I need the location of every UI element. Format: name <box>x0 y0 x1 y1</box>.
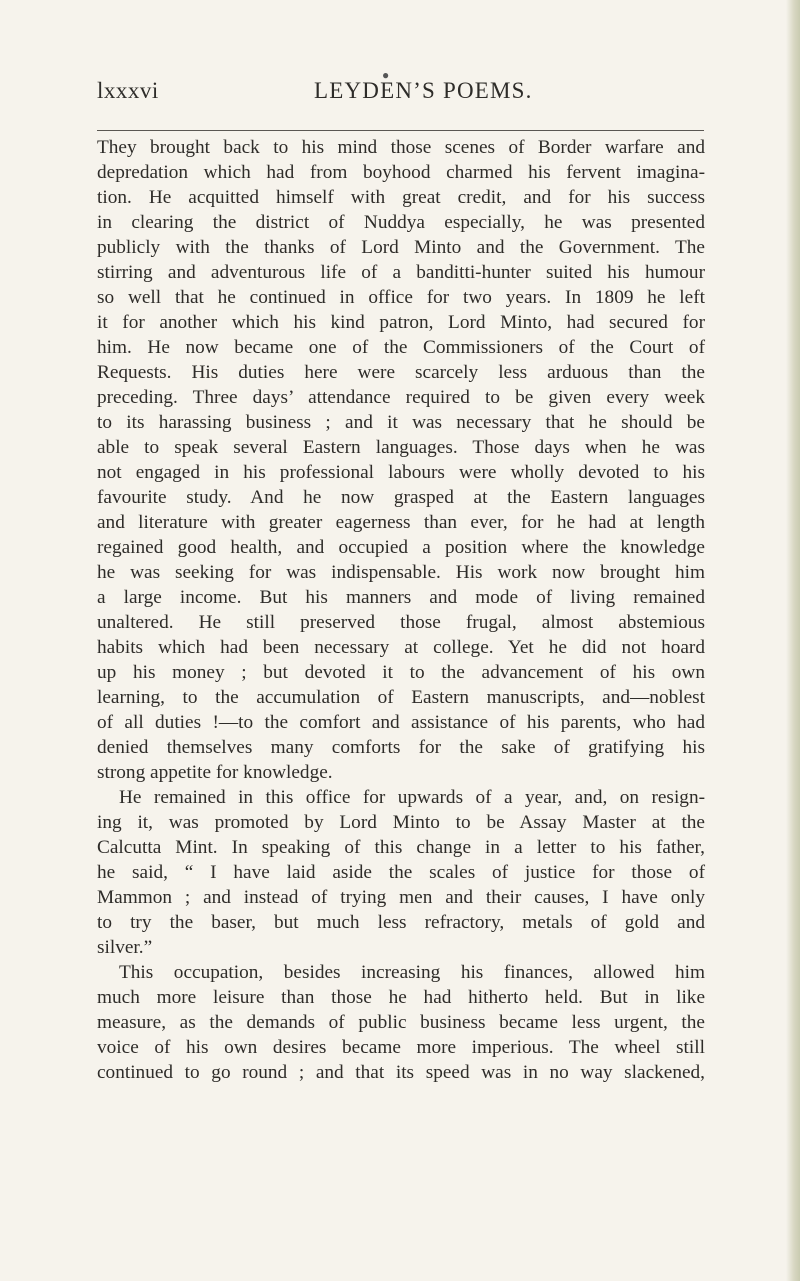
text-line: Calcutta Mint. In speaking of this change in a letter to his father, <box>97 837 705 858</box>
page-header <box>97 68 703 108</box>
text-line: he was seeking for was indispensable. His work now brought him <box>97 562 705 583</box>
text-line: regained good health, and occupied a position where the knowledge <box>97 537 705 558</box>
text-line: voice of his own desires became more imperious. The wheel still <box>97 1037 705 1058</box>
text-line: denied themselves many comforts for the sake of gratifying his <box>97 737 705 758</box>
text-line: strong appetite for knowledge. <box>97 762 333 783</box>
text-line: in clearing the district of Nuddya especially, he was presented <box>97 212 705 233</box>
text-line: continued to go round ; and that its speed was in no way slackened, <box>97 1062 705 1083</box>
text-line: This occupation, besides increasing his finances, allowed him <box>119 962 705 983</box>
text-line: depredation which had from boyhood charmed his fervent imagina- <box>97 162 705 183</box>
text-line: up his money ; but devoted it to the advancement of his own <box>97 662 705 683</box>
text-line: able to speak several Eastern languages. Those days when he was <box>97 437 705 458</box>
body-text <box>97 135 705 1085</box>
text-line: stirring and adventurous life of a banditti-hunter suited his humour <box>97 262 705 283</box>
text-line: publicly with the thanks of Lord Minto and the Government. The <box>97 237 705 258</box>
header-dot-mark: ● <box>382 68 390 82</box>
text-line: tion. He acquitted himself with great credit, and for his success <box>97 187 705 208</box>
text-line: much more leisure than those he had hitherto held. But in like <box>97 987 705 1008</box>
text-line: learning, to the accumulation of Eastern manuscripts, and—noblest <box>97 687 705 708</box>
text-line: a large income. But his manners and mode of living remained <box>97 587 705 608</box>
text-line: to try the baser, but much less refractory, metals of gold and <box>97 912 705 933</box>
text-line: not engaged in his professional labours were wholly devoted to his <box>97 462 705 483</box>
page-number: lxxxvi <box>97 78 159 103</box>
text-line: and literature with greater eagerness than ever, for he had at length <box>97 512 705 533</box>
running-title: LEYDEN’S POEMS. <box>314 78 533 103</box>
text-line: of all duties !—to the comfort and assistance of his parents, who had <box>97 712 705 733</box>
text-line: Mammon ; and instead of trying men and their causes, I have only <box>97 887 705 908</box>
text-line: silver.” <box>97 937 153 958</box>
header-rule <box>97 130 704 131</box>
text-line: Requests. His duties here were scarcely less arduous than the <box>97 362 705 383</box>
text-line: ing it, was promoted by Lord Minto to be Assay Master at the <box>97 812 705 833</box>
text-line: measure, as the demands of public business became less urgent, the <box>97 1012 705 1033</box>
text-line: preceding. Three days’ attendance required to be given every week <box>97 387 705 408</box>
text-line: He remained in this office for upwards of a year, and, on resign- <box>119 787 705 808</box>
text-line: it for another which his kind patron, Lord Minto, had secured for <box>97 312 705 333</box>
text-line: unaltered. He still preserved those frugal, almost abstemious <box>97 612 705 633</box>
page-edge-shadow <box>786 0 800 1281</box>
text-line: favourite study. And he now grasped at the Eastern languages <box>97 487 705 508</box>
text-line: habits which had been necessary at college. Yet he did not hoard <box>97 637 705 658</box>
text-line: They brought back to his mind those scenes of Border warfare and <box>97 137 705 158</box>
text-line: to its harassing business ; and it was necessary that he should be <box>97 412 705 433</box>
text-line: him. He now became one of the Commissioners of the Court of <box>97 337 705 358</box>
text-line: so well that he continued in office for two years. In 1809 he left <box>97 287 705 308</box>
text-line: he said, “ I have laid aside the scales of justice for those of <box>97 862 705 883</box>
